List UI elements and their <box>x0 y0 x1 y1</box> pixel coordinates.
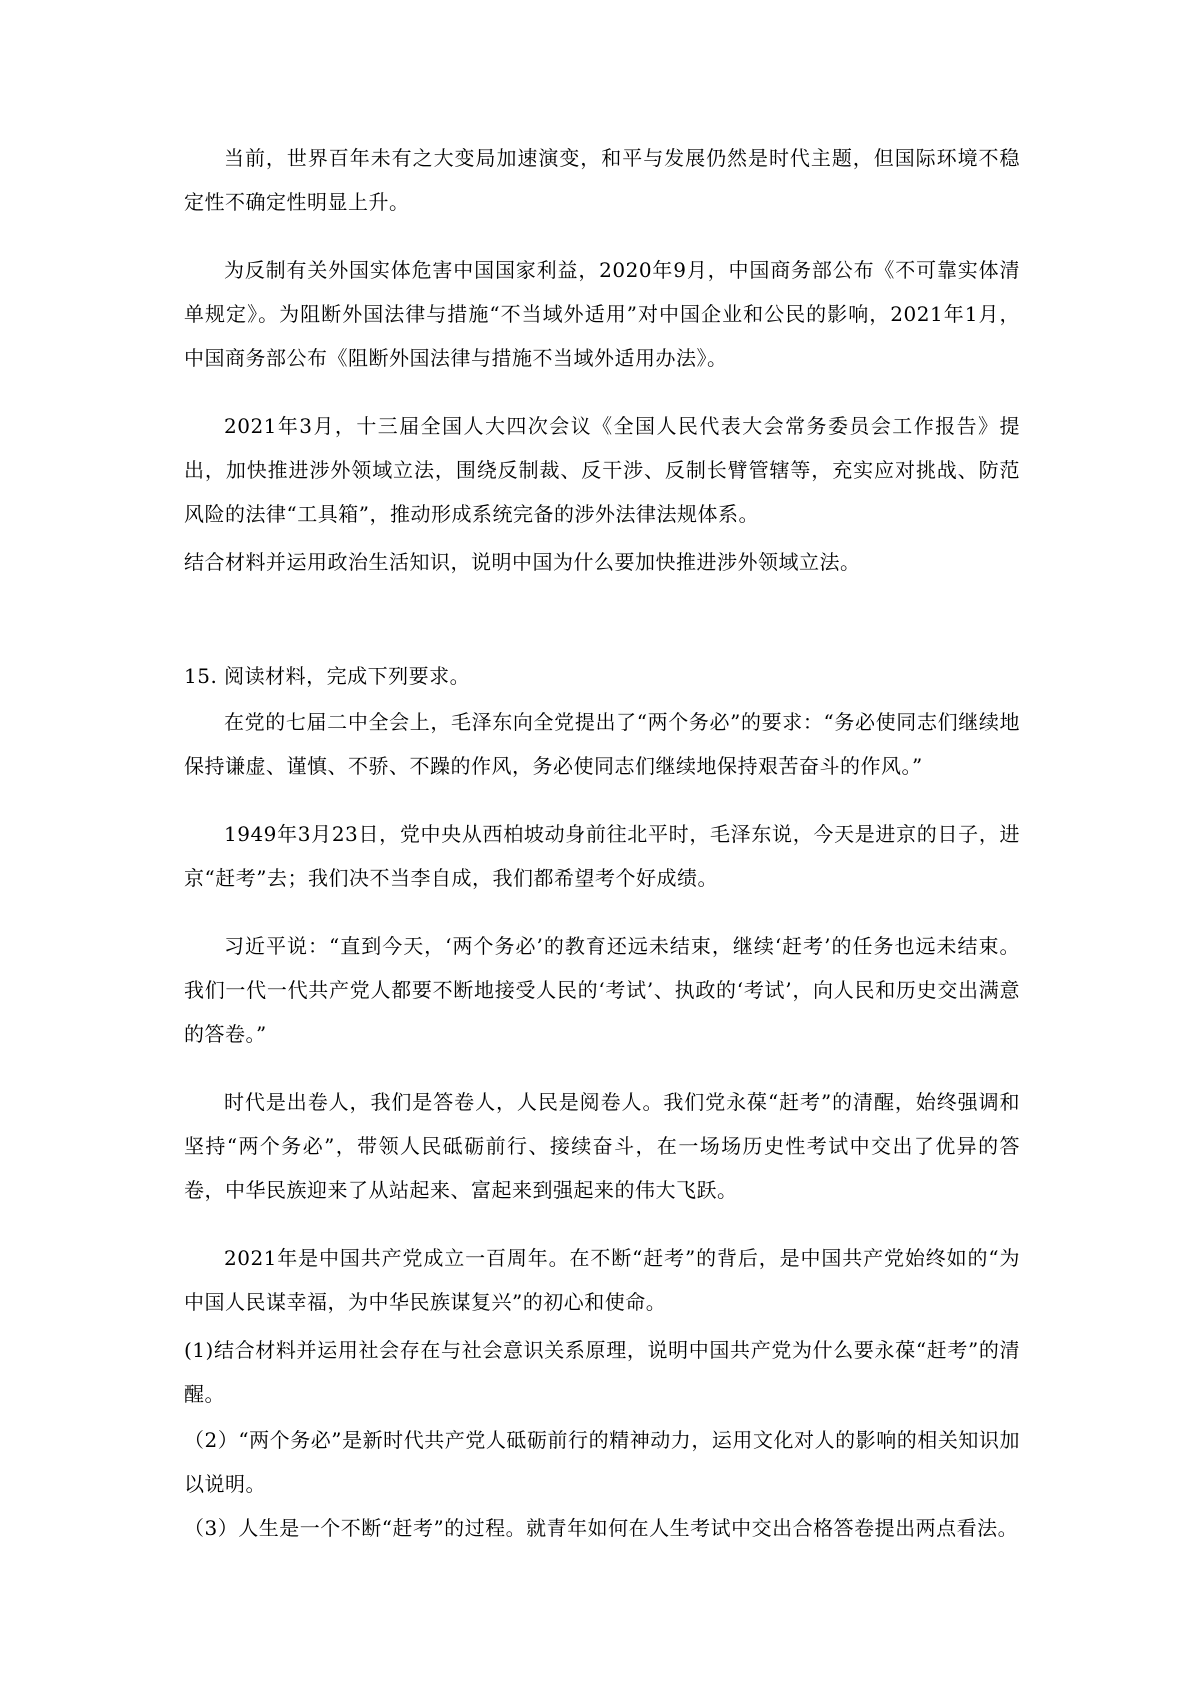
q14-question: 结合材料并运用政治生活知识，说明中国为什么要加快推进涉外领域立法。 <box>184 550 861 574</box>
q15-title: 15. 阅读材料，完成下列要求。 <box>184 664 471 688</box>
q14-material-paragraph-1: 当前，世界百年未有之大变局加速演变，和平与发展仍然是时代主题，但国际环境不稳定性不确定性明显上升。 <box>184 146 1020 214</box>
q15-material-paragraph-4: 时代是出卷人，我们是答卷人，人民是阅卷人。我们党永葆“赶考”的清醒，始终强调和坚持“两个务必”，带领人民砥砺前行、接续奋斗，在一场场历史性考试中交出了优异的答卷，中华民族迎来了从站起来、富起来到强起来的伟大飞跃。 <box>184 1090 1020 1202</box>
q15-sub-question-2: （2）“两个务必”是新时代共产党人砥砺前行的精神动力，运用文化对人的影响的相关知识加以说明。 <box>184 1428 1020 1496</box>
q15-material-paragraph-5: 2021年是中国共产党成立一百周年。在不断“赶考”的背后，是中国共产党始终如的“为中国人民谋幸福，为中华民族谋复兴”的初心和使命。 <box>184 1246 1020 1314</box>
q15-sub-question-1: (1)结合材料并运用社会存在与社会意识关系原理，说明中国共产党为什么要永葆“赶考”的清醒。 <box>184 1338 1020 1406</box>
q15-material-paragraph-2: 1949年3月23日，党中央从西柏坡动身前往北平时，毛泽东说，今天是进京的日子，进京“赶考”去；我们决不当李自成，我们都希望考个好成绩。 <box>184 822 1020 890</box>
q15-material-paragraph-3: 习近平说：“直到今天，‘两个务必’的教育还远未结束，继续‘赶考’的任务也远未结束。我们一代一代共产党人都要不断地接受人民的‘考试’、执政的‘考试’，向人民和历史交出满意的答卷。” <box>184 934 1020 1046</box>
q15-sub-question-3: （3）人生是一个不断“赶考”的过程。就青年如何在人生考试中交出合格答卷提出两点看法。 <box>184 1516 1019 1540</box>
q15-material-paragraph-1: 在党的七届二中全会上，毛泽东向全党提出了“两个务必”的要求：“务必使同志们继续地保持谦虚、谨慎、不骄、不躁的作风，务必使同志们继续地保持艰苦奋斗的作风。” <box>184 710 1020 778</box>
q14-material-paragraph-2: 为反制有关外国实体危害中国国家利益，2020年9月，中国商务部公布《不可靠实体清单规定》。为阻断外国法律与措施“不当域外适用”对中国企业和公民的影响，2021年1月，中国商务部公布《阻断外国法律与措施不当域外适用办法》。 <box>184 258 1020 370</box>
q14-material-paragraph-3: 2021年3月，十三届全国人大四次会议《全国人民代表大会常务委员会工作报告》提出，加快推进涉外领域立法，围绕反制裁、反干涉、反制长臂管辖等，充实应对挑战、防范风险的法律“工具箱”，推动形成系统完备的涉外法律法规体系。 <box>184 414 1020 526</box>
